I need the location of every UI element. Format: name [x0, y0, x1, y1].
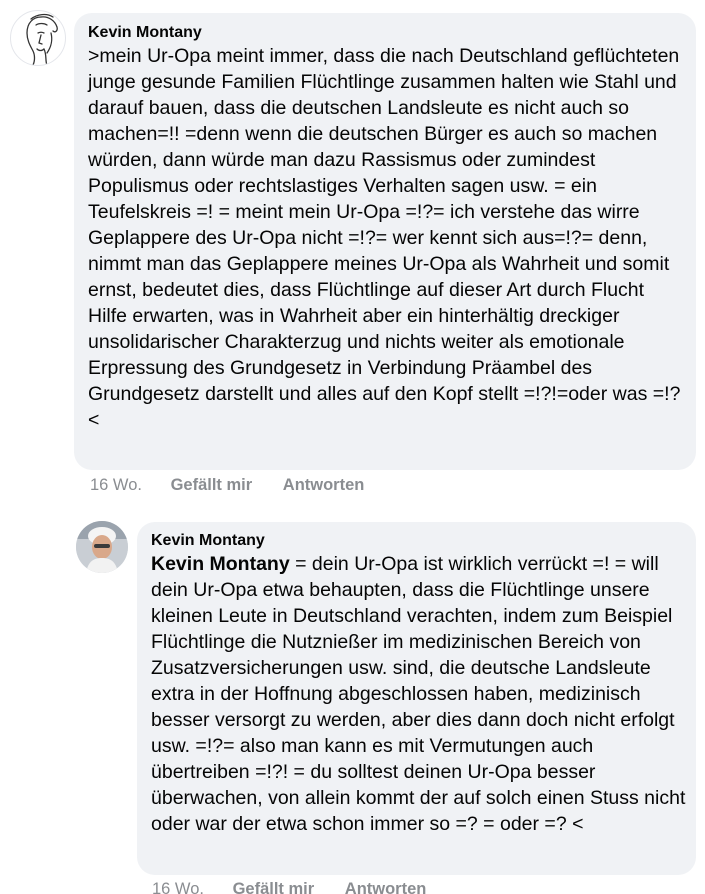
mention-link[interactable]: Kevin Montany — [151, 553, 290, 575]
comment-timestamp[interactable]: 16 Wo. — [90, 476, 142, 494]
profile-photo-icon — [76, 521, 128, 573]
comment-text — [151, 551, 686, 837]
comment-author[interactable]: Kevin Montany — [151, 532, 265, 549]
comment-actions — [152, 879, 426, 894]
reply-button[interactable]: Antworten — [344, 880, 427, 894]
sketch-face-icon — [11, 11, 66, 66]
comment-timestamp[interactable]: 16 Wo. — [152, 880, 204, 894]
like-button[interactable]: Gefällt mir — [170, 476, 253, 494]
avatar[interactable] — [76, 521, 128, 573]
avatar[interactable] — [10, 10, 66, 66]
like-button[interactable]: Gefällt mir — [232, 880, 315, 894]
comment-bubble — [137, 522, 696, 875]
comment-author[interactable]: Kevin Montany — [88, 24, 202, 41]
comment-bubble — [74, 13, 696, 470]
comment-text-body: = dein Ur-Opa ist wirklich verrückt =! = will dein Ur-Opa etwa behaupten, dass die Flüchtlinge unsere kleinen Leute in Deutschland verachten, indem zum Beispiel Flüchtlinge die Nutznießer im medizinischen Bereich von Zusatzversicherungen usw. sind, die deutsche Landsleute extra in der Hoffnung abgeschlossen haben, medizinisch besser versorgt zu werden, aber dies dann doch nicht erfolgt usw. =!?= also man kann es mit Vermutungen auch übertreiben =!?! = du solltest deinen Ur-Opa besser überwachen, von allein kommt der auf solch einen Stuss nicht oder war der etwa schon immer so =? = oder =? < — [151, 553, 686, 835]
comment-text: >mein Ur-Opa meint immer, dass die nach Deutschland geflüchteten junge gesunde Familien Flüchtlinge zusammen halten wie Stahl und darauf bauen, dass die deutschen Landsleute es nicht auch so machen=!! =denn wenn die deutschen Bürger es auch so machen würden, dann würde man dazu Rassismus oder zumindest Populismus oder rechtslastiges Verhalten sagen usw. = ein Teufelskreis =! = meint mein Ur-Opa =!?= ich verstehe das wirre Geplappere des Ur-Opa nicht =!?= wer kennt sich aus=!?= denn, nimmt man das Geplappere meines Ur-Opa als Wahrheit und somit ernst, bedeutet dies, dass Flüchtlinge auf dieser Art durch Flucht Hilfe erwarten, was in Wahrheit aber ein hinterhältig dreckiger unsolidarischer Charakterzug und nichts weiter als emotionale Erpressung des Grundgesetz in Verbindung Präambel des Grundgesetz darstellt und alles auf den Kopf stellt =!?!=oder was =!? < — [88, 45, 681, 431]
reply-button[interactable]: Antworten — [282, 476, 365, 494]
comment-actions — [90, 475, 364, 495]
